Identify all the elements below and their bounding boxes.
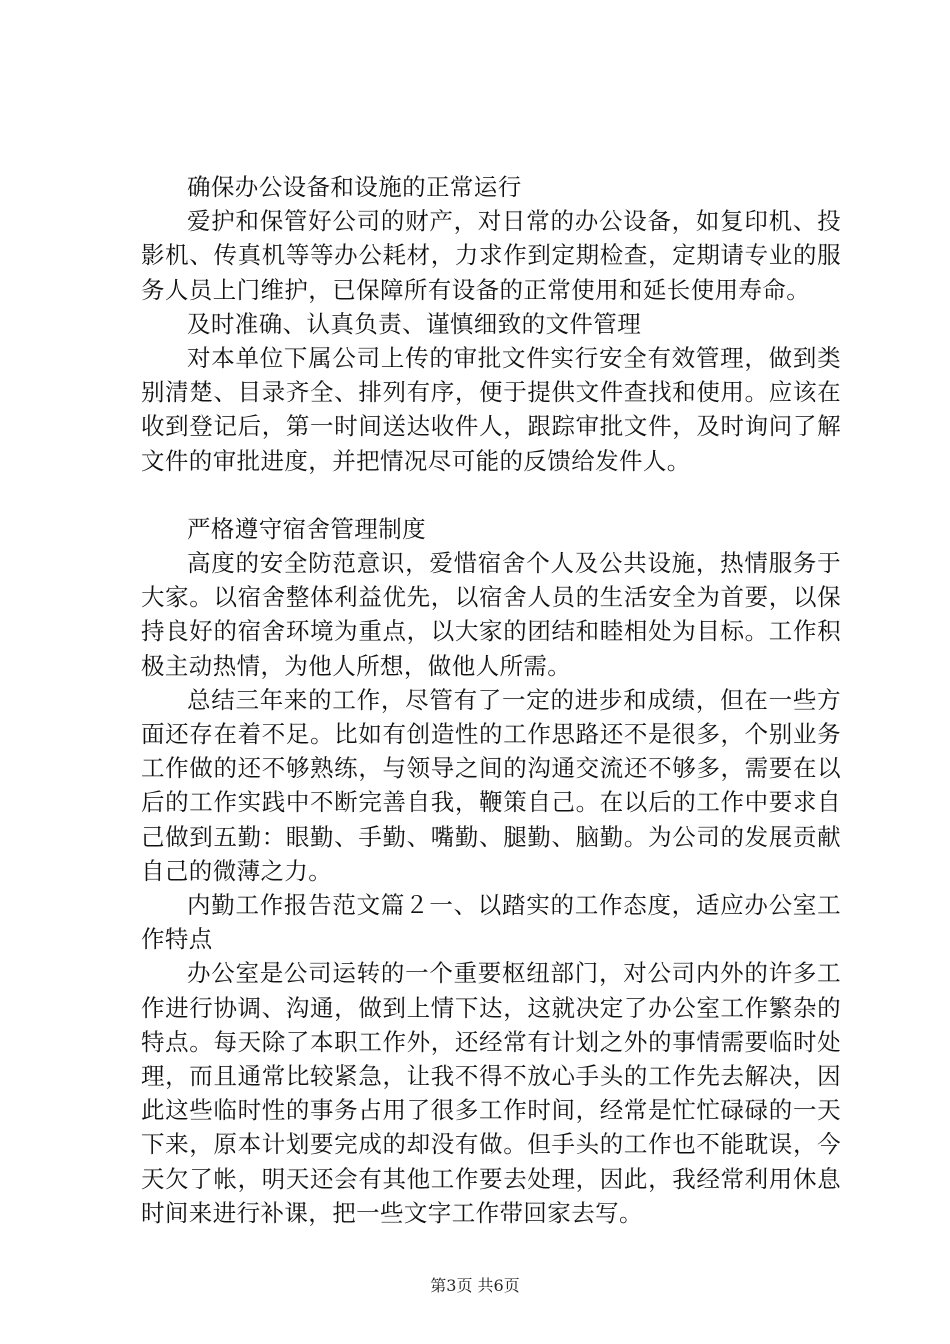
section-heading-files: 及时准确、认真负责、谨慎细致的文件管理 bbox=[187, 309, 642, 338]
blank-line bbox=[141, 478, 841, 512]
page-footer: 第3页 共6页 bbox=[430, 1276, 520, 1295]
section-heading-equipment: 确保办公设备和设施的正常运行 bbox=[187, 173, 522, 201]
paragraph-dormitory: 高度的安全防范意识，爱惜宿舍个人及公共设施，热情服务于大家。以宿舍整体利益优先，以宿舍人员的生活安全为首要，以保持良好的宿舍环境为重点，以大家的团结和睦相处为目标。工作积极主动热情，为他人所想，做他人所需。 bbox=[141, 549, 841, 680]
paragraph-files: 对本单位下属公司上传的审批文件实行安全有效管理，做到类别清楚、目录齐全、排列有序，便于提供文件查找和使用。应该在收到登记后，第一时间送达收件人，跟踪审批文件，及时询问了解文件的审批进度，并把情况尽可能的反馈给发件人。 bbox=[141, 344, 841, 475]
paragraph-office: 办公室是公司运转的一个重要枢纽部门，对公司内外的许多工作进行协调、沟通，做到上情下达，这就决定了办公室工作繁杂的特点。每天除了本职工作外，还经常有计划之外的事情需要临时处理，而且通常比较紧急，让我不得不放心手头的工作先去解决，因此这些临时性的事务占用了很多工作时间，经常是忙忙碌碌的一天下来，原本计划要完成的却没有做。但手头的工作也不能耽误，今天欠了帐，明天还会有其他工作要去处理，因此，我经常利用休息时间来进行补课，把一些文字工作带回家去写。 bbox=[141, 959, 841, 1227]
paragraph-equipment: 爱护和保管好公司的财产，对日常的办公设备，如复印机、投影机、传真机等等办公耗材，力求作到定期检查，定期请专业的服务人员上门维护，已保障所有设备的正常使用和延长使用寿命。 bbox=[141, 207, 841, 304]
document-body bbox=[141, 170, 841, 1230]
paragraph-summary: 总结三年来的工作，尽管有了一定的进步和成绩，但在一些方面还存在着不足。比如有创造性的工作思路还不是很多，个别业务工作做的还不够熟练，与领导之间的沟通交流还不够多，需要在以后的工作实践中不断完善自我，鞭策自己。在以后的工作中要求自己做到五勤：眼勤、手勤、嘴勤、腿勤、脑勤。为公司的发展贡献自己的微薄之力。 bbox=[141, 685, 841, 885]
section-heading-report-2: 内勤工作报告范文篇２一、以踏实的工作态度，适应办公室工作特点 bbox=[141, 891, 841, 954]
section-heading-dormitory: 严格遵守宿舍管理制度 bbox=[187, 514, 426, 543]
